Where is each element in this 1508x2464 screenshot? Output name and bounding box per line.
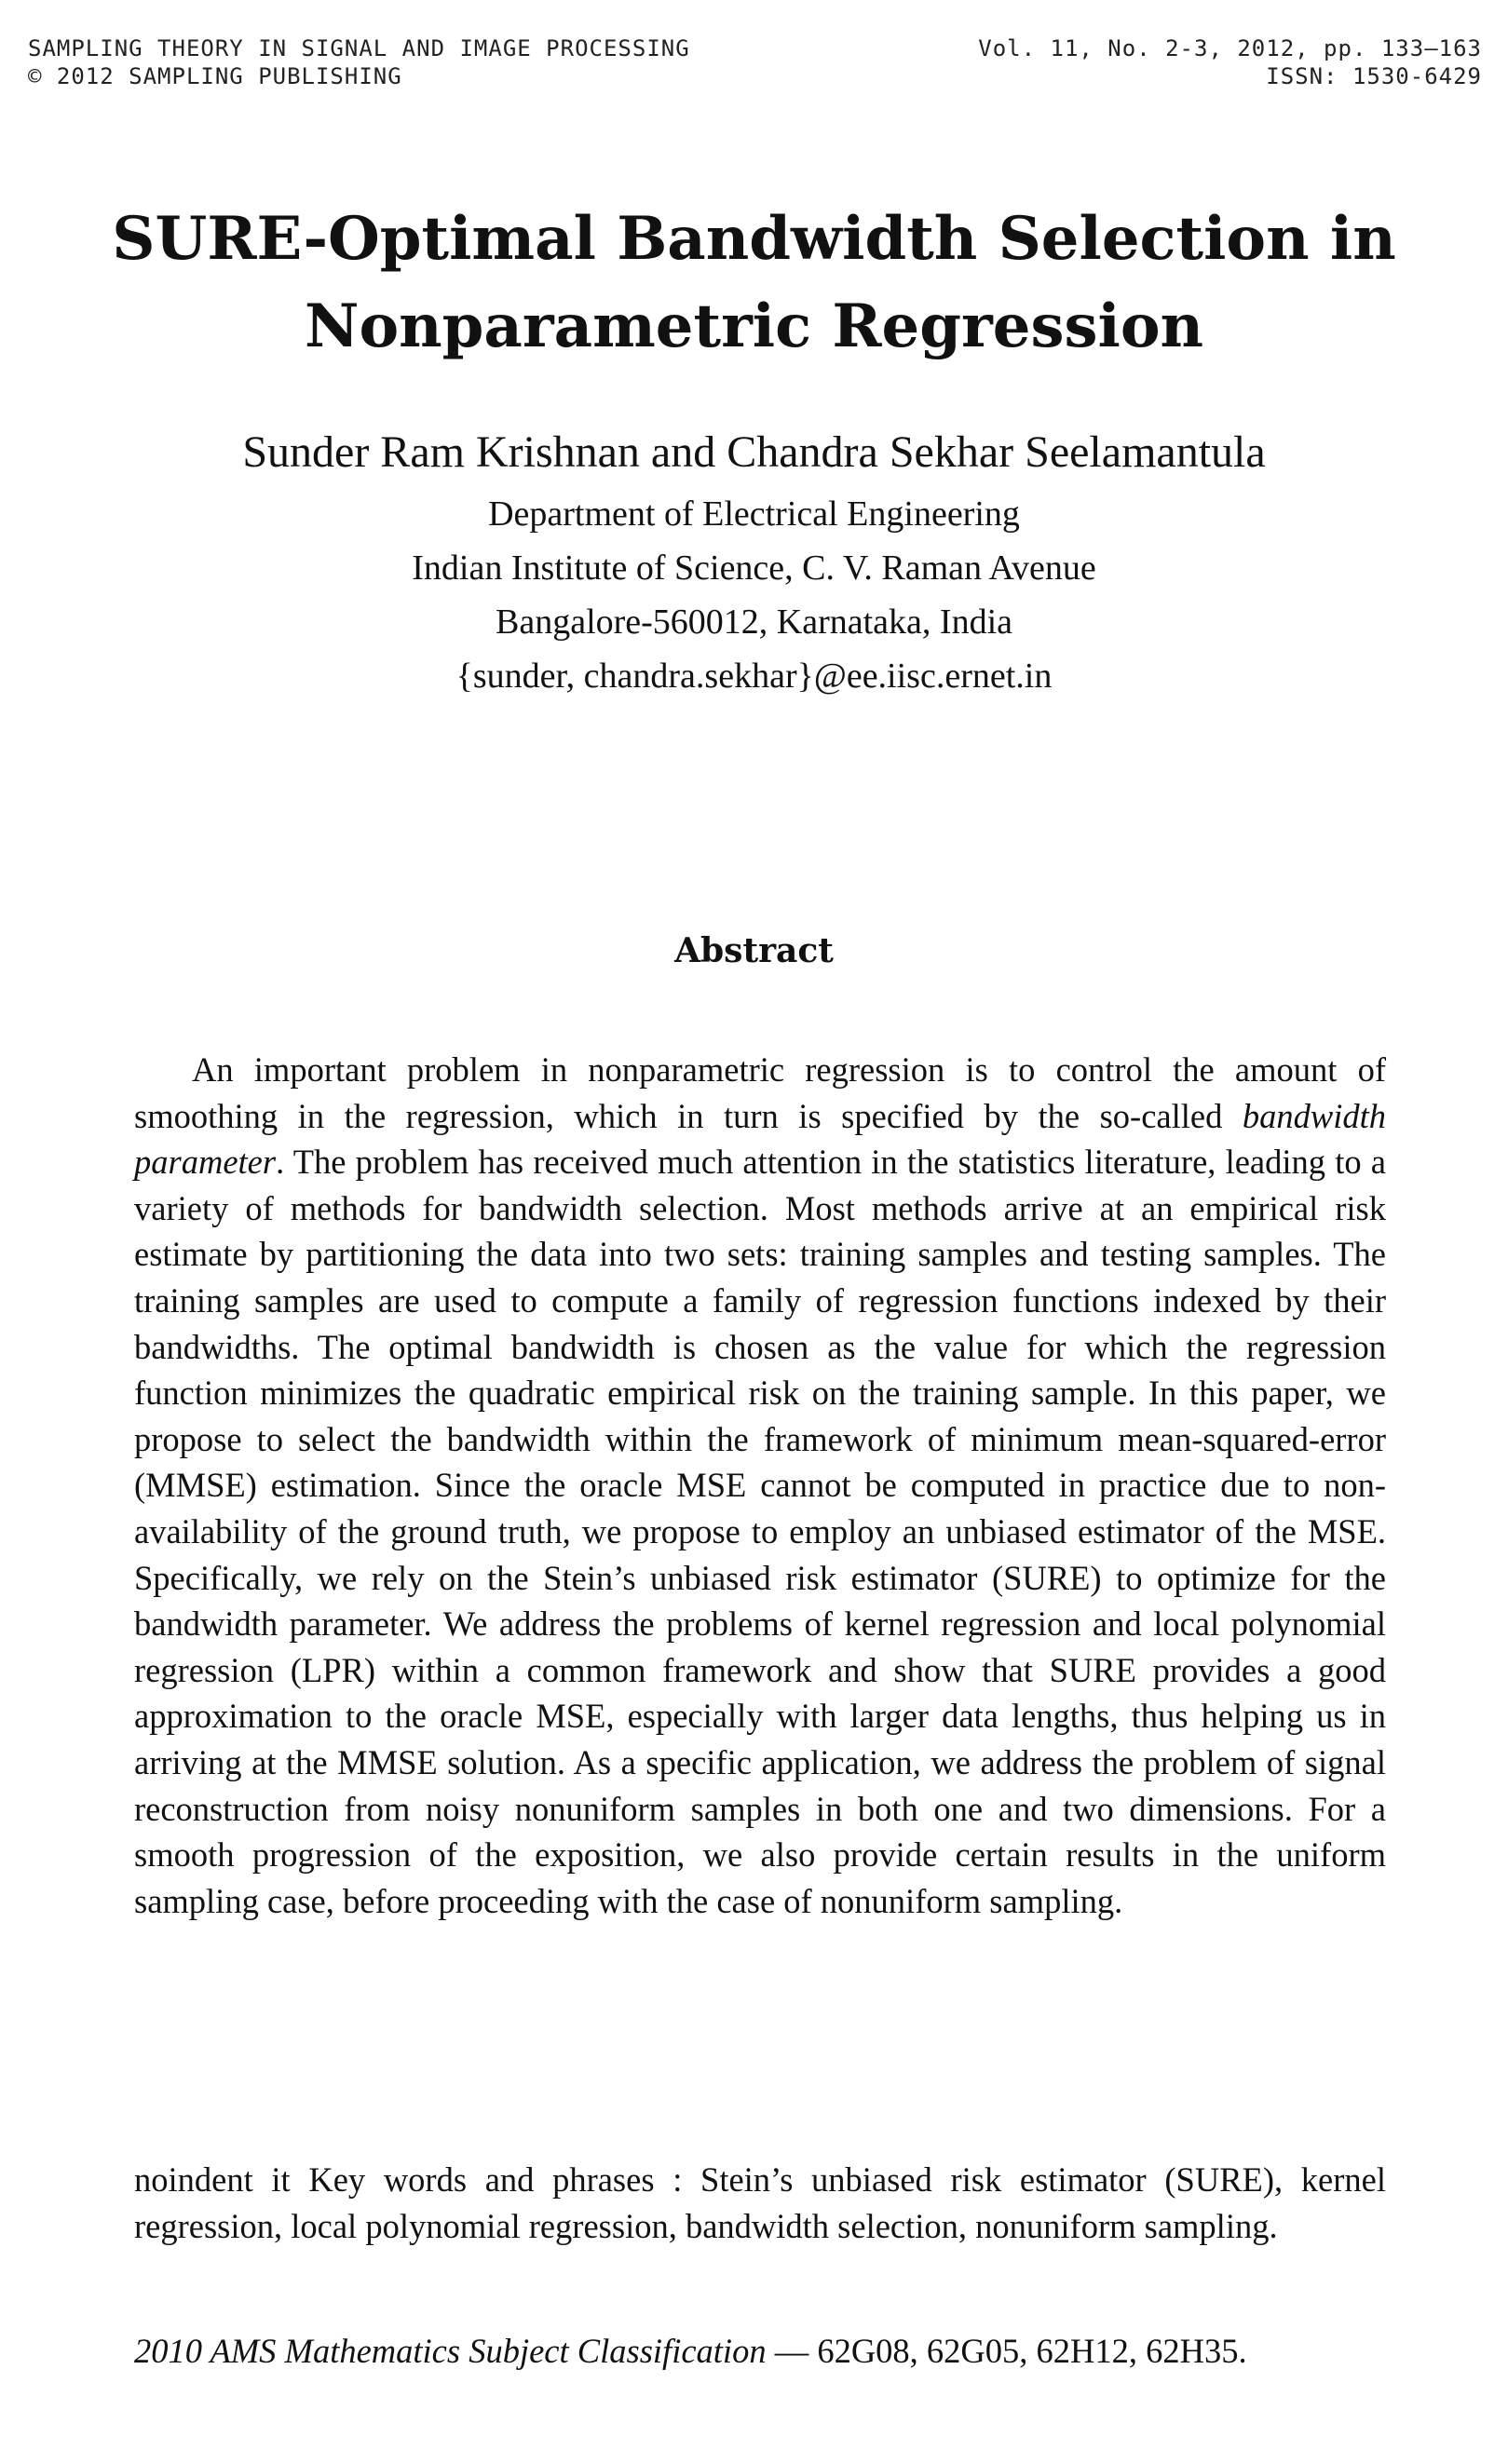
volume-info: Vol. 11, No. 2-3, 2012, pp. 133–163 xyxy=(978,35,1482,61)
paper-title-line-1: SURE-Optimal Bandwidth Selection in xyxy=(112,204,1396,274)
abstract-paragraph xyxy=(134,1047,1386,1924)
abstract-text-part-2: . The problem has received much attention in the statistics literature, leading to a variety of methods for bandwidth selection. Most methods arrive at an empirical risk estimate by partitioning the data into two sets: training samples and testing samples. The training samples are used to compute a family of regression functions indexed by their bandwidths. The optimal bandwidth is chosen as the value for which the regression function minimizes the quadratic empirical risk on the training sample. In this paper, we propose to select the bandwidth within the framework of minimum mean-squared-error (MMSE) estimation. Since the oracle MSE cannot be computed in practice due to non-availability of the ground truth, we propose to employ an unbiased estimator of the MSE. Specifically, we rely on the Stein’s unbiased risk estimator (SURE) to optimize for the bandwidth parameter. We address the problems of kernel regression and local polynomial regression (LPR) within a common framework and show that SURE provides a good approximation to the oracle MSE, especially with larger data lengths, thus helping us in arriving at the MMSE solution. As a specific application, we address the problem of signal reconstruction from noisy nonuniform samples in both one and two dimensions. For a smooth progression of the exposition, we also provide certain results in the uniform sampling case, before proceeding with the case of nonuniform sampling. xyxy=(134,1143,1386,1920)
keywords-text: Stein’s unbiased risk estimator (SURE), kernel regression, local polynomial regression, bandwidth selection, nonuniform sampling. xyxy=(134,2160,1386,2245)
msc-codes: 62G08, 62G05, 62H12, 62H35. xyxy=(817,2332,1247,2370)
keywords-block xyxy=(134,2157,1386,2249)
msc-classification xyxy=(134,2328,1386,2375)
affiliation-department: Department of Electrical Engineering xyxy=(488,494,1020,534)
paper-title-line-2: Nonparametric Regression xyxy=(304,291,1204,361)
affiliation-city: Bangalore-560012, Karnataka, India xyxy=(495,602,1012,642)
msc-label: 2010 AMS Mathematics Subject Classification xyxy=(134,2332,767,2370)
abstract-text-part-1: An important problem in nonparametric regression is to control the amount of smoothing in the regression, which in turn is specified by the so-called xyxy=(134,1050,1386,1135)
copyright-line: © 2012 SAMPLING PUBLISHING xyxy=(28,63,402,89)
affiliation-block xyxy=(0,487,1508,703)
author-email: {sunder, chandra.sekhar}@ee.iisc.ernet.in xyxy=(455,657,1053,696)
journal-name: SAMPLING THEORY IN SIGNAL AND IMAGE PROCESSING xyxy=(28,35,690,61)
keywords-label: noindent it Key words and phrases : xyxy=(134,2160,701,2199)
abstract-body xyxy=(134,1047,1386,1924)
author-list: Sunder Ram Krishnan and Chandra Sekhar Seelamantula xyxy=(242,427,1266,477)
msc-separator: — xyxy=(766,2332,818,2370)
affiliation-institute: Indian Institute of Science, C. V. Raman Avenue xyxy=(412,548,1096,588)
paper-title xyxy=(0,196,1508,371)
abstract-heading: Abstract xyxy=(674,931,834,970)
issn: ISSN: 1530-6429 xyxy=(1266,63,1482,89)
abstract-italic-term: bandwidth parameter xyxy=(134,1096,1386,1182)
